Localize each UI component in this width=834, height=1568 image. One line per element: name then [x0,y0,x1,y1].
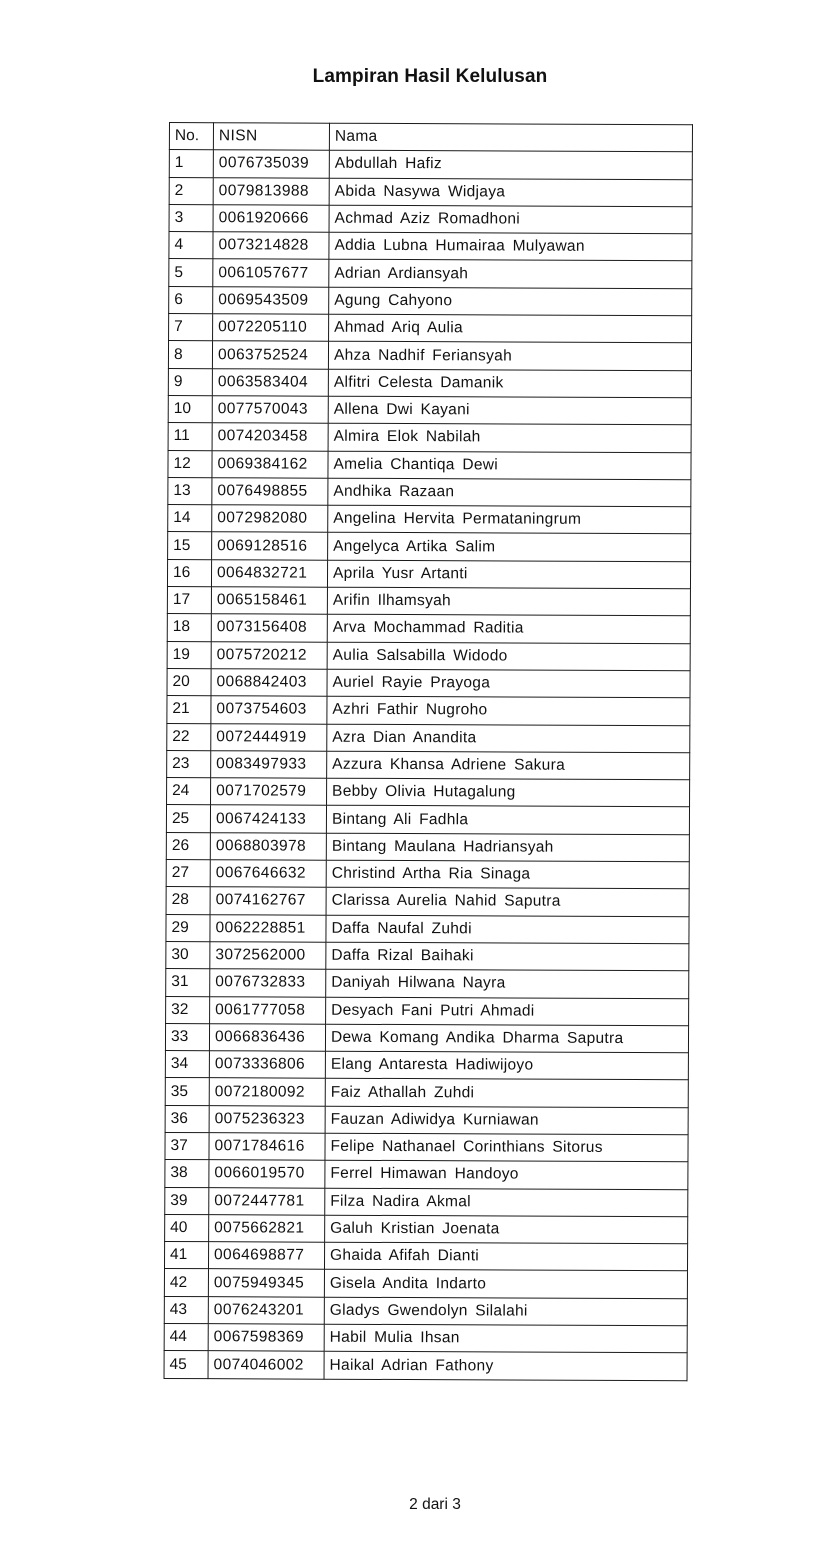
cell-no: 37 [165,1132,209,1159]
cell-no: 27 [166,860,210,887]
cell-nama: Desyach Fani Putri Ahmadi [326,997,689,1026]
cell-nama: Daffa Rizal Baihaki [326,942,689,971]
cell-no: 43 [164,1296,208,1323]
cell-no: 26 [166,832,210,859]
cell-nama: Elang Antaresta Hadiwijoyo [325,1051,688,1080]
cell-nama: Daniyah Hilwana Nayra [326,969,689,998]
cell-nama: Dewa Komang Andika Dharma Saputra [325,1024,688,1053]
table-row [167,587,690,617]
cell-nisn: 0073754603 [211,696,327,724]
cell-no: 34 [165,1051,209,1078]
cell-no: 41 [164,1242,208,1269]
cell-nama: Ahza Nadhif Feriansyah [328,342,691,371]
cell-no: 29 [166,914,210,941]
table-row [165,1078,688,1108]
cell-no: 9 [168,368,212,395]
table-row [164,1351,687,1381]
cell-no: 30 [166,941,210,968]
cell-nama: Ahmad Ariq Aulia [329,314,692,343]
cell-nisn: 0069384162 [212,450,328,478]
cell-nama: Adrian Ardiansyah [329,260,692,289]
cell-no: 36 [165,1105,209,1132]
cell-no: 38 [165,1160,209,1187]
table-row [168,368,691,398]
cell-no: 18 [167,614,211,641]
table-row [166,887,689,917]
table-row [167,723,690,753]
cell-nama: Habil Mulia Ihsan [324,1324,687,1353]
cell-nama: Gladys Gwendolyn Silalahi [324,1297,687,1326]
cell-no: 12 [168,450,212,477]
cell-nisn: 0069128516 [212,532,328,560]
graduation-table-wrapper [164,122,693,1381]
table-row [168,423,691,453]
cell-nisn: 0072982080 [212,505,328,533]
table-row [169,177,692,207]
cell-nama: Fauzan Adiwidya Kurniawan [325,1106,688,1135]
cell-no: 16 [167,559,211,586]
cell-nama: Aulia Salsabilla Widodo [327,642,690,671]
table-row [169,204,692,234]
cell-nama: Gisela Andita Indarto [324,1270,687,1299]
cell-nama: Agung Cahyono [329,287,692,316]
cell-nama: Haikal Adrian Fathony [324,1352,687,1381]
cell-nisn: 0072205110 [213,314,329,342]
table-row [169,314,692,344]
cell-nisn: 0074203458 [212,423,328,451]
cell-nisn: 0077570043 [212,396,328,424]
cell-nama: Arifin Ilhamsyah [327,587,690,616]
table-row [169,150,692,180]
cell-nama: Abida Nasywa Widjaya [329,178,692,207]
table-row [167,696,690,726]
cell-no: 44 [164,1324,208,1351]
cell-nisn: 0072180092 [209,1078,325,1106]
table-row [167,778,690,808]
cell-nisn: 0062228851 [210,914,326,942]
cell-no: 13 [168,477,212,504]
cell-nama: Allena Dwi Kayani [328,396,691,425]
cell-nisn: 0075236323 [209,1105,325,1133]
cell-nisn: 0061920666 [213,205,329,233]
cell-nisn: 0074046002 [208,1351,324,1379]
cell-nisn: 0073214828 [213,232,329,260]
table-row [165,1214,688,1244]
header-no: No. [169,123,213,150]
cell-no: 39 [165,1187,209,1214]
cell-no: 1 [169,150,213,177]
table-row [169,232,692,262]
cell-nisn: 0068803978 [210,832,326,860]
table-row [169,259,692,289]
cell-no: 33 [165,1023,209,1050]
cell-nama: Azhri Fathir Nugroho [327,696,690,725]
cell-nisn: 0063583404 [212,368,328,396]
cell-nisn: 0075949345 [208,1269,324,1297]
page-title: Lampiran Hasil Kelulusan [312,66,548,87]
cell-nisn: 0068842403 [211,669,327,697]
table-row [165,1160,688,1190]
cell-no: 32 [166,996,210,1023]
header-row [169,123,692,153]
cell-no: 14 [168,505,212,532]
table-row [165,1023,688,1053]
table-row [164,1296,687,1326]
cell-nama: Daffa Naufal Zuhdi [326,915,689,944]
cell-no: 40 [165,1214,209,1241]
cell-nama: Abdullah Hafiz [329,150,692,179]
cell-nama: Almira Elok Nabilah [328,423,691,452]
table-row [165,1051,688,1081]
header-nisn: NISN [213,123,329,151]
table-row [167,668,690,698]
cell-nisn: 0076732833 [210,969,326,997]
cell-nisn: 0072447781 [209,1187,325,1215]
cell-nama: Arva Mochammad Raditia [327,615,690,644]
cell-nisn: 0064832721 [211,559,327,587]
cell-nama: Achmad Aziz Romadhoni [329,205,692,234]
table-row [168,395,691,425]
cell-nama: Clarissa Aurelia Nahid Saputra [326,888,689,917]
cell-nisn: 0075720212 [211,641,327,669]
cell-nama: Faiz Athallah Zuhdi [325,1079,688,1108]
table-row [166,914,689,944]
cell-nisn: 0061057677 [213,259,329,287]
cell-nama: Galuh Kristian Joenata [325,1215,688,1244]
table-row [166,969,689,999]
cell-nisn: 0075662821 [209,1215,325,1243]
cell-nama: Bintang Maulana Hadriansyah [326,833,689,862]
table-row [166,941,689,971]
table-row [166,996,689,1026]
table-row [165,1132,688,1162]
cell-nisn: 0067424133 [210,805,326,833]
cell-no: 17 [167,587,211,614]
cell-no: 35 [165,1078,209,1105]
cell-nisn: 0061777058 [210,996,326,1024]
cell-nama: Addia Lubna Humairaa Mulyawan [329,232,692,261]
cell-nisn: 0083497933 [211,751,327,779]
cell-no: 11 [168,423,212,450]
table-row [167,750,690,780]
cell-nisn: 0067646632 [210,860,326,888]
cell-no: 28 [166,887,210,914]
cell-nama: Ghaida Afifah Dianti [324,1242,687,1271]
cell-nisn: 0064698877 [208,1242,324,1270]
table-row [164,1324,687,1354]
table-row [165,1187,688,1217]
header-nama: Nama [329,123,692,152]
page-number: 2 dari 3 [409,1496,461,1513]
cell-nisn: 0076498855 [212,478,328,506]
table-row [166,805,689,835]
table-row [164,1269,687,1299]
table-row [167,641,690,671]
graduation-table [164,122,693,1381]
cell-nama: Alfitri Celesta Damanik [328,369,691,398]
cell-nisn: 0066019570 [209,1160,325,1188]
table-row [168,505,691,535]
cell-nisn: 0067598369 [208,1324,324,1352]
cell-no: 42 [164,1269,208,1296]
cell-nama: Felipe Nathanael Corinthians Sitorus [325,1133,688,1162]
cell-nama: Filza Nadira Akmal [325,1188,688,1217]
cell-no: 31 [166,969,210,996]
table-row [164,1242,687,1272]
cell-no: 6 [169,286,213,313]
cell-nisn: 0073336806 [209,1051,325,1079]
cell-nisn: 0071702579 [211,778,327,806]
cell-no: 45 [164,1351,208,1378]
table-body [164,150,692,1381]
cell-nisn: 0071784616 [209,1133,325,1161]
cell-no: 19 [167,641,211,668]
table-row [166,860,689,890]
cell-nama: Angelyca Artika Salim [328,533,691,562]
table-row [168,341,691,371]
cell-nama: Auriel Rayie Prayoga [327,669,690,698]
table-row [167,614,690,644]
cell-nisn: 0063752524 [212,341,328,369]
cell-nisn: 0072444919 [211,723,327,751]
cell-nisn: 0076735039 [213,150,329,178]
table-row [168,450,691,480]
cell-nama: Bintang Ali Fadhla [326,806,689,835]
cell-no: 23 [167,750,211,777]
table-row [166,832,689,862]
cell-no: 22 [167,723,211,750]
cell-nisn: 0074162767 [210,887,326,915]
cell-nama: Christind Artha Ria Sinaga [326,860,689,889]
cell-no: 10 [168,395,212,422]
cell-no: 20 [167,668,211,695]
cell-nisn: 0066836436 [209,1023,325,1051]
cell-no: 24 [167,778,211,805]
cell-nisn: 0069543509 [213,286,329,314]
cell-no: 7 [169,314,213,341]
cell-no: 25 [166,805,210,832]
cell-nama: Angelina Hervita Permataningrum [328,505,691,534]
cell-no: 3 [169,204,213,231]
cell-nama: Azzura Khansa Adriene Sakura [327,751,690,780]
cell-no: 21 [167,696,211,723]
cell-nama: Amelia Chantiqa Dewi [328,451,691,480]
cell-nama: Bebby Olivia Hutagalung [327,778,690,807]
cell-nama: Azra Dian Anandita [327,724,690,753]
table-row [168,477,691,507]
table-row [165,1105,688,1135]
cell-nisn: 0065158461 [211,587,327,615]
cell-nama: Andhika Razaan [328,478,691,507]
cell-nisn: 0079813988 [213,177,329,205]
table-row [167,559,690,589]
cell-nisn: 0076243201 [208,1296,324,1324]
cell-nama: Aprila Yusr Artanti [327,560,690,589]
cell-no: 4 [169,232,213,259]
cell-no: 8 [168,341,212,368]
cell-no: 2 [169,177,213,204]
cell-nisn: 3072562000 [210,942,326,970]
cell-no: 15 [168,532,212,559]
table-row [169,286,692,316]
table-header [169,123,692,153]
cell-nama: Ferrel Himawan Handoyo [325,1160,688,1189]
cell-no: 5 [169,259,213,286]
table-row [168,532,691,562]
cell-nisn: 0073156408 [211,614,327,642]
